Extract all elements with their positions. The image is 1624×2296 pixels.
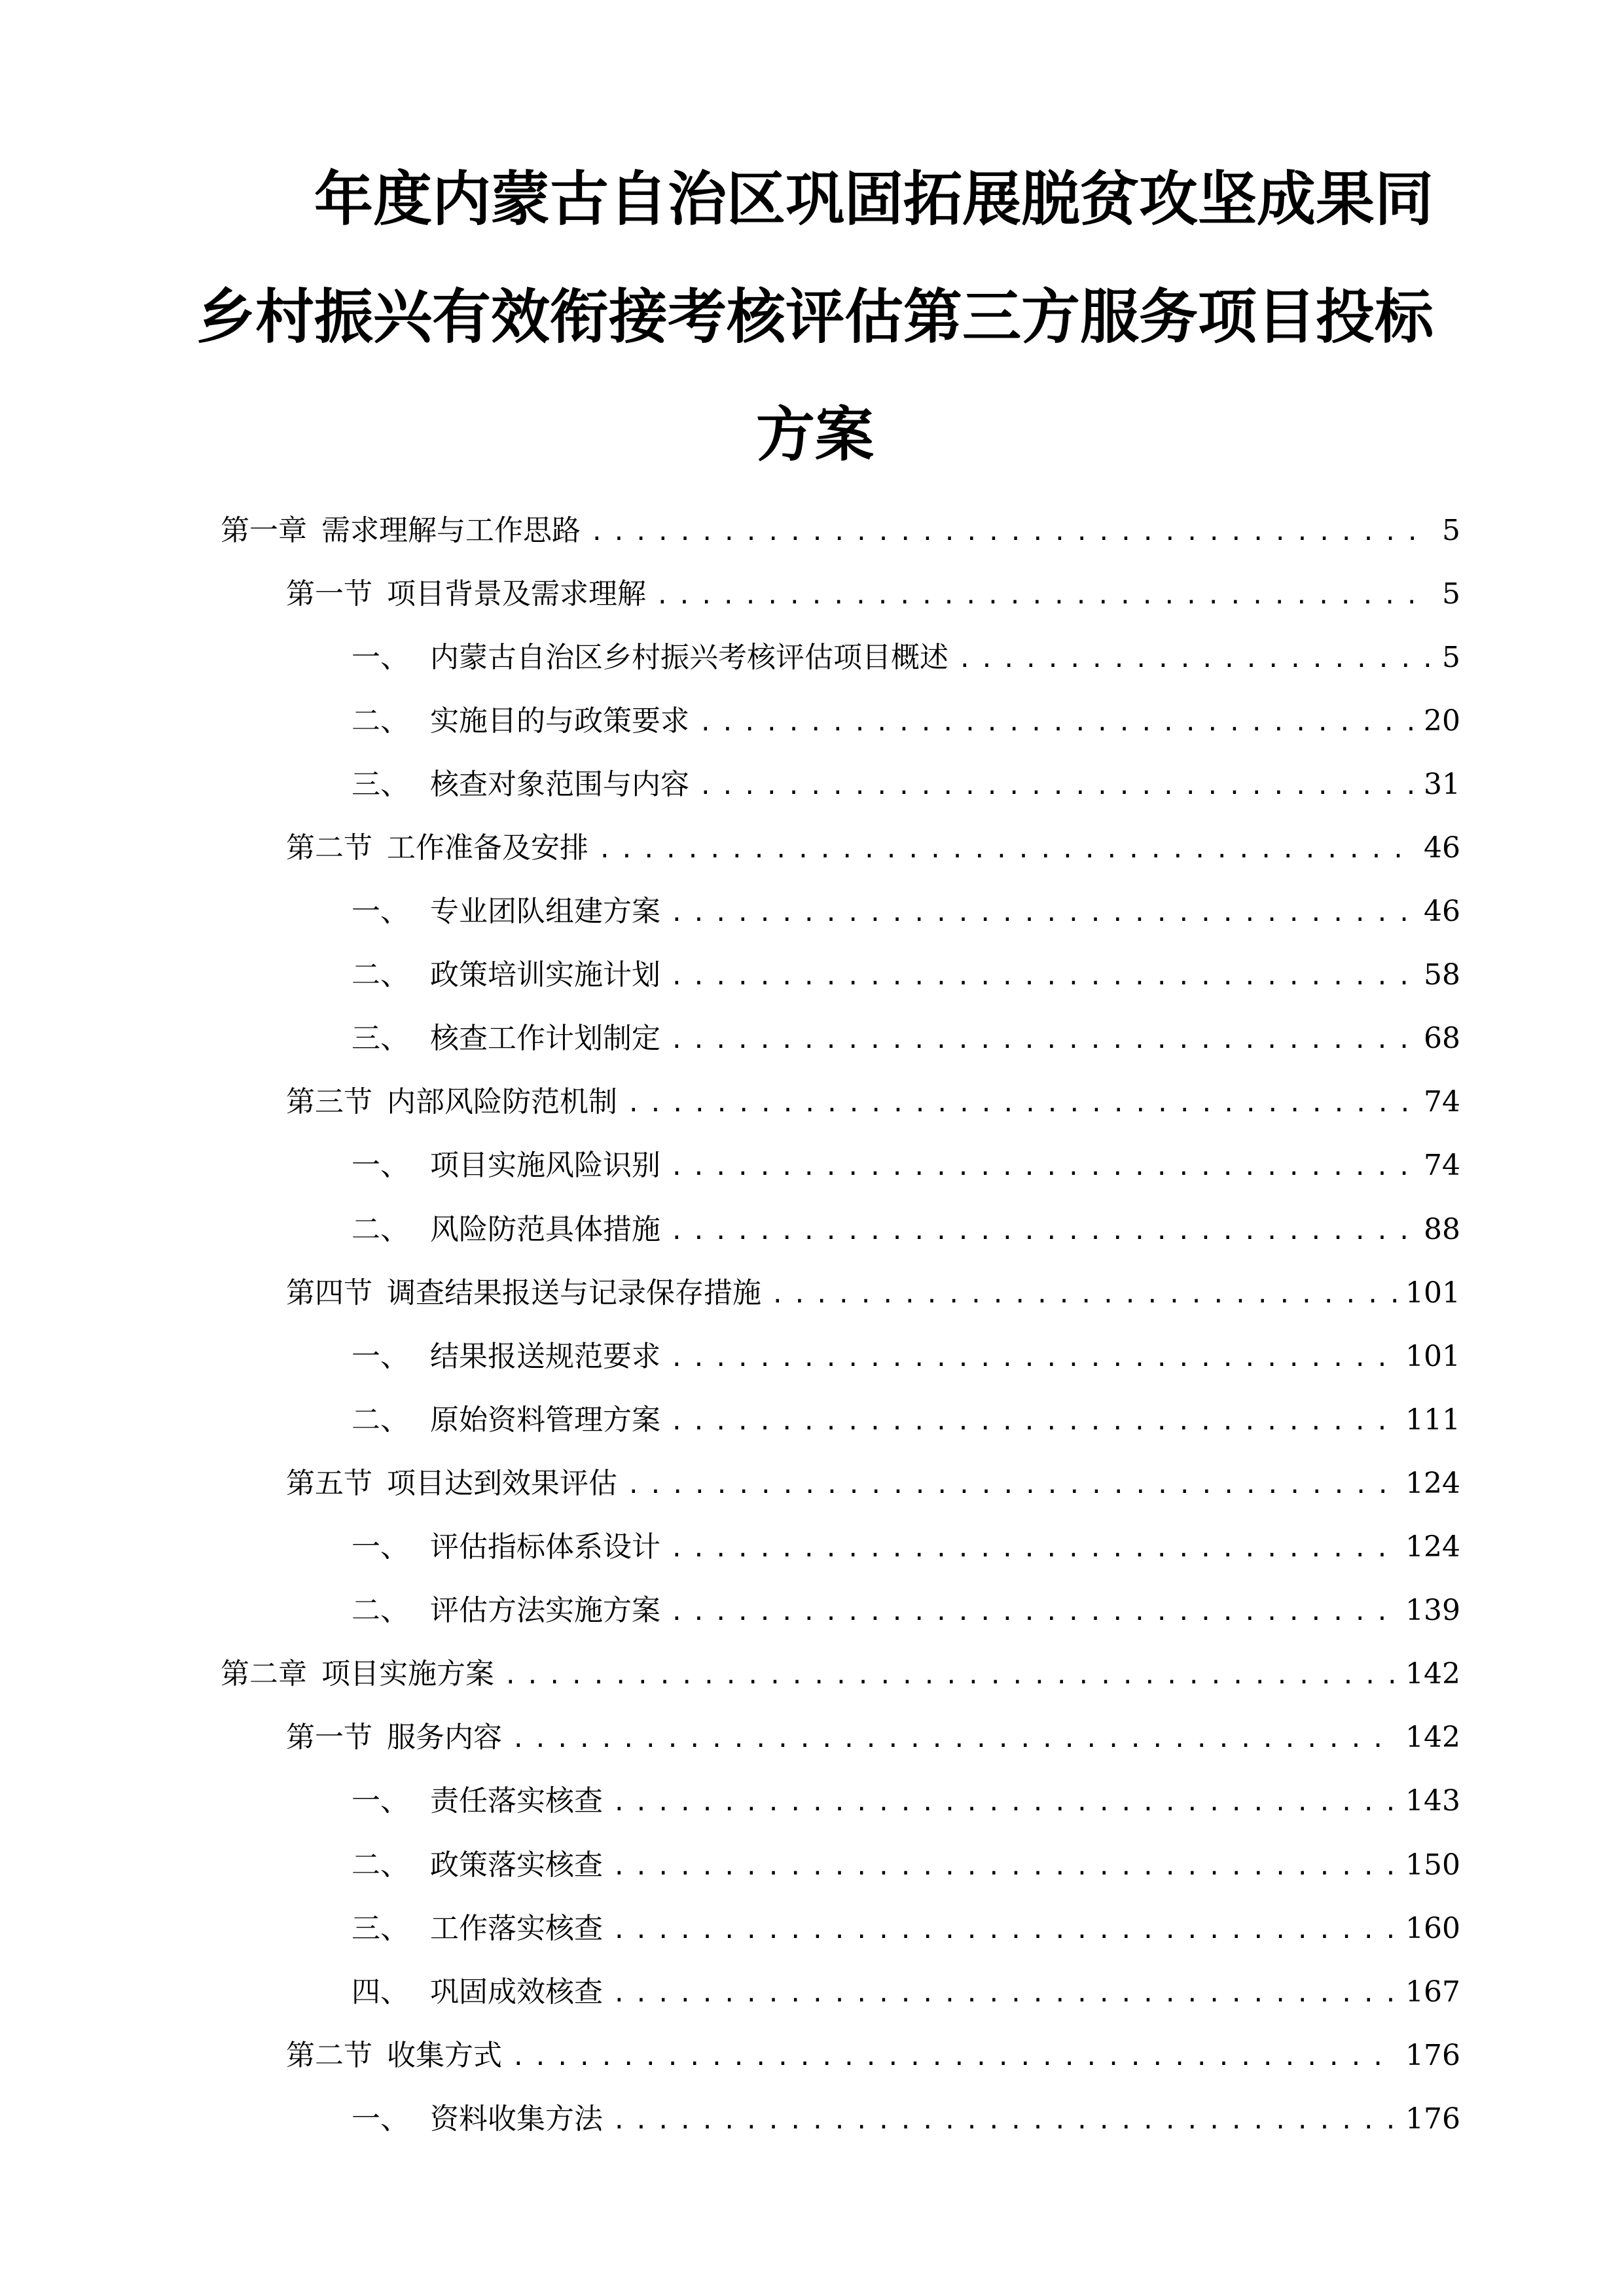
toc-entry-page-number: 74 (1424, 1085, 1460, 1119)
toc-entry-label: 调查结果报送与记录保存措施 (387, 1276, 761, 1310)
toc-entry-number: 第一节 (286, 577, 372, 611)
toc-entry-number: 一、 (352, 1339, 409, 1373)
toc-entry-label: 实施目的与政策要求 (430, 704, 689, 738)
toc-entry-page-number: 150 (1405, 1848, 1460, 1882)
toc-entry[interactable] (0, 1321, 1624, 1385)
toc-entry-number: 四、 (352, 1975, 409, 2009)
toc-dot-leader (511, 1726, 1396, 1753)
table-of-contents (0, 495, 1624, 2147)
title-line-2: 乡村振兴有效衔接考核评估第三方服务项目投标 (196, 283, 1434, 351)
toc-entry-label: 结果报送规范要求 (430, 1339, 660, 1373)
toc-dot-leader (670, 963, 1415, 990)
toc-dot-leader (670, 1345, 1396, 1372)
toc-entry[interactable] (0, 1767, 1624, 1830)
toc-entry-page-number: 58 (1424, 958, 1460, 992)
toc-entry[interactable] (0, 1385, 1624, 1448)
toc-dot-leader (670, 1535, 1396, 1562)
toc-entry[interactable] (0, 1576, 1624, 1640)
toc-entry[interactable] (0, 1258, 1624, 1321)
toc-entry-page-number: 101 (1405, 1276, 1460, 1310)
toc-entry[interactable] (0, 941, 1624, 1004)
title-line-3: 方案 (756, 401, 874, 469)
document-title (164, 141, 1466, 494)
toc-entry-label: 专业团队组建方案 (430, 895, 660, 929)
toc-entry-page-number: 124 (1405, 1530, 1460, 1564)
toc-dot-leader (612, 1789, 1396, 1816)
toc-entry[interactable] (0, 495, 1624, 559)
toc-entry-label: 服务内容 (387, 1721, 502, 1755)
toc-entry-page-number: 101 (1405, 1339, 1460, 1373)
toc-dot-leader (770, 1282, 1396, 1308)
title-line-1: 年度内蒙古自治区巩固拓展脱贫攻坚成果同 (314, 165, 1434, 234)
toc-entry-page-number: 46 (1424, 895, 1460, 929)
toc-entry-label: 核查工作计划制定 (430, 1022, 660, 1056)
toc-entry[interactable] (0, 686, 1624, 749)
toc-entry[interactable] (0, 1194, 1624, 1258)
toc-entry[interactable] (0, 1004, 1624, 1067)
toc-entry-page-number: 139 (1405, 1594, 1460, 1628)
toc-entry-label: 政策培训实施计划 (430, 958, 660, 992)
toc-dot-leader (511, 2044, 1396, 2071)
toc-entry-page-number: 46 (1424, 831, 1460, 865)
toc-entry-number: 二、 (352, 704, 409, 738)
toc-entry-number: 二、 (352, 1212, 409, 1246)
toc-dot-leader (612, 2108, 1396, 2134)
toc-dot-leader (626, 1472, 1396, 1499)
toc-entry-number: 一、 (352, 2102, 409, 2136)
toc-entry-label: 巩固成效核查 (430, 1975, 603, 2009)
toc-entry-label: 项目达到效果评估 (387, 1466, 617, 1500)
toc-entry[interactable] (0, 813, 1624, 876)
toc-entry-label: 收集方式 (387, 2038, 502, 2072)
toc-entry-page-number: 142 (1405, 1657, 1460, 1691)
toc-entry-label: 工作准备及安排 (387, 831, 588, 865)
toc-entry-page-number: 88 (1424, 1212, 1460, 1246)
toc-entry-label: 评估指标体系设计 (430, 1530, 660, 1564)
toc-entry[interactable] (0, 1830, 1624, 1893)
toc-entry-label: 工作落实核查 (430, 1911, 603, 1945)
toc-entry-number: 一、 (352, 640, 409, 674)
toc-dot-leader (698, 709, 1415, 736)
toc-dot-leader (670, 900, 1415, 927)
toc-entry[interactable] (0, 1893, 1624, 1957)
toc-entry-number: 一、 (352, 895, 409, 929)
toc-entry-number: 一、 (352, 1530, 409, 1564)
toc-entry-page-number: 5 (1442, 513, 1460, 547)
toc-entry-number: 第三节 (286, 1085, 372, 1119)
toc-entry-number: 第二节 (286, 831, 372, 865)
toc-entry-label: 资料收集方法 (430, 2102, 603, 2136)
toc-entry-label: 内蒙古自治区乡村振兴考核评估项目概述 (430, 640, 948, 674)
toc-dot-leader (655, 583, 1432, 609)
toc-entry[interactable] (0, 749, 1624, 813)
toc-entry-number: 三、 (352, 767, 409, 801)
toc-dot-leader (612, 1981, 1396, 2007)
toc-entry-page-number: 176 (1405, 2038, 1460, 2072)
toc-dot-leader (612, 1854, 1396, 1880)
toc-entry-label: 项目实施风险识别 (430, 1149, 660, 1183)
toc-entry-number: 第二章 (221, 1657, 307, 1691)
toc-entry[interactable] (0, 559, 1624, 622)
toc-entry-number: 一、 (352, 1784, 409, 1818)
toc-entry[interactable] (0, 1448, 1624, 1512)
toc-entry-number: 第二节 (286, 2038, 372, 2072)
toc-entry-label: 核查对象范围与内容 (430, 767, 689, 801)
toc-entry-page-number: 20 (1424, 704, 1460, 738)
toc-dot-leader (612, 1917, 1396, 1944)
toc-entry[interactable] (0, 2084, 1624, 2147)
toc-entry[interactable] (0, 622, 1624, 686)
toc-dot-leader (598, 836, 1415, 863)
toc-entry-page-number: 31 (1424, 767, 1460, 801)
toc-entry-label: 项目背景及需求理解 (387, 577, 646, 611)
toc-entry-number: 二、 (352, 1403, 409, 1437)
toc-entry-label: 内部风险防范机制 (387, 1085, 617, 1119)
toc-entry-number: 三、 (352, 1911, 409, 1945)
toc-entry-number: 第一节 (286, 1721, 372, 1755)
toc-entry-page-number: 5 (1442, 577, 1460, 611)
toc-entry-label: 风险防范具体措施 (430, 1212, 660, 1246)
toc-entry[interactable] (0, 1703, 1624, 1767)
toc-dot-leader (670, 1408, 1396, 1435)
toc-entry-label: 原始资料管理方案 (430, 1403, 660, 1437)
toc-entry-page-number: 68 (1424, 1022, 1460, 1056)
toc-dot-leader (698, 773, 1415, 800)
toc-entry-page-number: 5 (1442, 640, 1460, 674)
toc-dot-leader (958, 646, 1432, 673)
toc-entry-label: 责任落实核查 (430, 1784, 603, 1818)
toc-entry-number: 第一章 (221, 513, 307, 547)
toc-dot-leader (590, 519, 1432, 546)
toc-entry[interactable] (0, 1957, 1624, 2020)
toc-entry-page-number: 111 (1405, 1403, 1460, 1437)
toc-entry-label: 项目实施方案 (321, 1657, 494, 1691)
toc-entry-page-number: 74 (1424, 1149, 1460, 1183)
toc-dot-leader (503, 1662, 1396, 1689)
toc-entry[interactable] (0, 877, 1624, 941)
toc-entry-page-number: 160 (1405, 1911, 1460, 1945)
toc-entry-number: 第四节 (286, 1276, 372, 1310)
toc-entry-label: 政策落实核查 (430, 1848, 603, 1882)
toc-entry-number: 二、 (352, 1848, 409, 1882)
toc-entry-number: 三、 (352, 1022, 409, 1056)
toc-entry-page-number: 143 (1405, 1784, 1460, 1818)
toc-entry-number: 第五节 (286, 1466, 372, 1500)
toc-entry-label: 评估方法实施方案 (430, 1594, 660, 1628)
toc-dot-leader (626, 1090, 1415, 1117)
toc-dot-leader (670, 1154, 1415, 1181)
toc-dot-leader (670, 1027, 1415, 1054)
toc-entry[interactable] (0, 1131, 1624, 1194)
toc-entry[interactable] (0, 1513, 1624, 1576)
toc-dot-leader (670, 1218, 1415, 1245)
toc-entry[interactable] (0, 1640, 1624, 1703)
toc-entry-number: 二、 (352, 958, 409, 992)
toc-entry-page-number: 142 (1405, 1721, 1460, 1755)
toc-entry-page-number: 167 (1405, 1975, 1460, 2009)
toc-entry-number: 二、 (352, 1594, 409, 1628)
toc-entry[interactable] (0, 2020, 1624, 2084)
toc-entry[interactable] (0, 1067, 1624, 1131)
toc-dot-leader (670, 1599, 1396, 1626)
toc-entry-label: 需求理解与工作思路 (321, 513, 581, 547)
toc-entry-page-number: 176 (1405, 2102, 1460, 2136)
toc-entry-page-number: 124 (1405, 1466, 1460, 1500)
toc-entry-number: 一、 (352, 1149, 409, 1183)
